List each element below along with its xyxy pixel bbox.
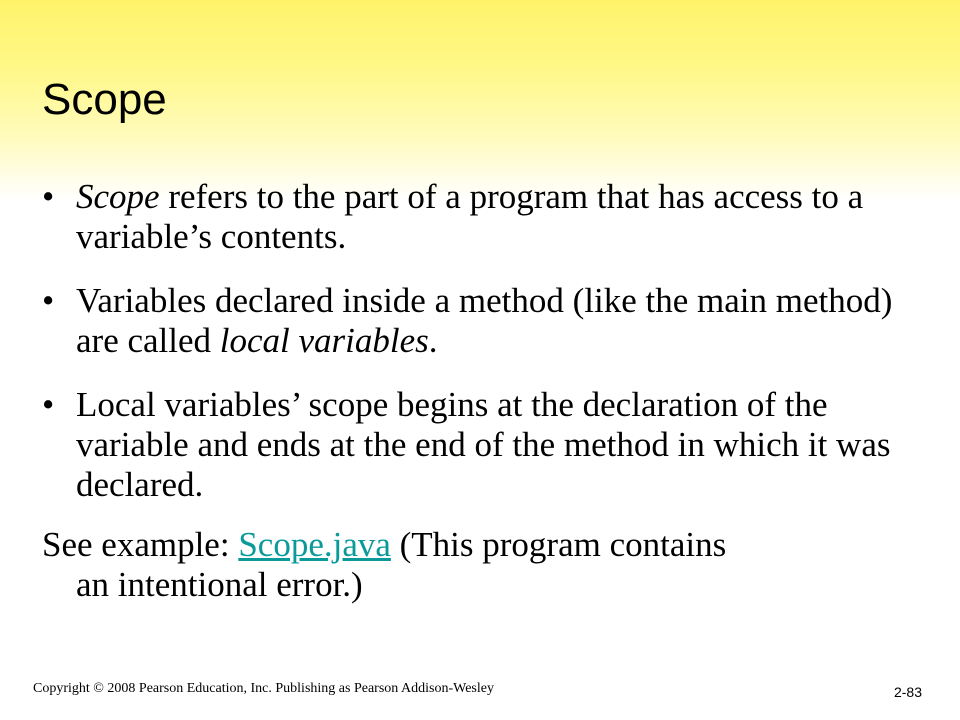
example-file-link[interactable]: Scope.java [238, 525, 391, 564]
bullet-dot: • [42, 385, 55, 424]
example-suffix: (This program contains [390, 525, 727, 564]
example-prefix: See example: [42, 525, 239, 564]
bullet-text: Variables declared inside a method (like the main method) are called [76, 281, 893, 360]
example-line [42, 525, 922, 605]
bullet-item [42, 177, 922, 257]
bullet-dot: • [42, 281, 55, 320]
bullet-text: Local variables’ scope begins at the declaration of the variable and ends at the end of the method in which it was declared. [76, 385, 891, 504]
bullet-item [42, 385, 922, 505]
bullet-item [42, 281, 922, 361]
emphasis-term: Scope [76, 177, 160, 216]
bullet-text: refers to the part of a program that has access to a variable’s contents. [76, 177, 864, 256]
example-suffix-continued: an intentional error.) [76, 565, 363, 604]
slide-body [42, 177, 922, 605]
bullet-dot: • [42, 177, 55, 216]
page-number: 2-83 [893, 684, 922, 700]
slide-title: Scope [42, 75, 167, 124]
emphasis-term: local variables [219, 321, 429, 360]
copyright-footer: Copyright © 2008 Pearson Education, Inc. Publishing as Pearson Addison-Wesley [33, 681, 494, 696]
bullet-text: . [428, 321, 438, 360]
